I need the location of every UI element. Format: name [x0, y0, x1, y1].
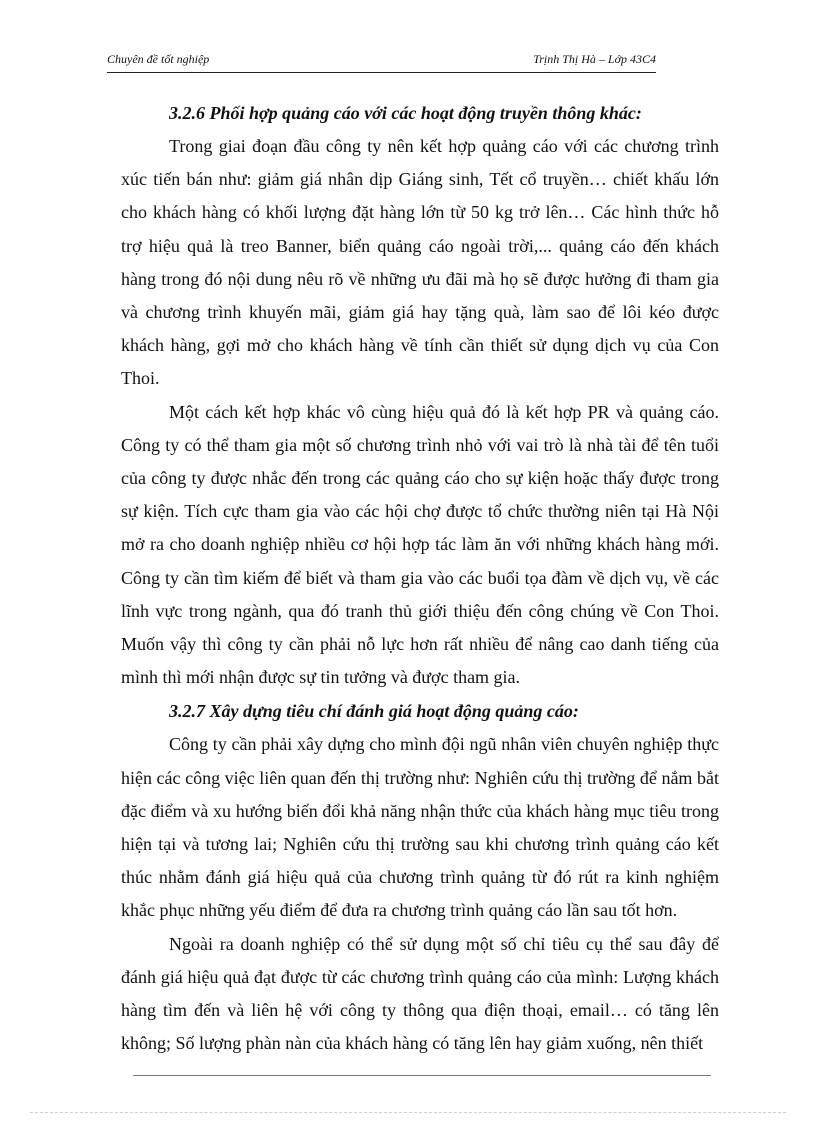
document-body [121, 96, 719, 1060]
header-author-class: Trịnh Thị Hà – Lớp 43C4 [533, 52, 656, 66]
section-heading-3-2-7: 3.2.7 Xây dựng tiêu chí đánh giá hoạt động quảng cáo: [169, 701, 579, 722]
paragraph: Ngoài ra doanh nghiệp có thể sử dụng một số chỉ tiêu cụ thể sau đây để đánh giá hiệu quả đạt được từ các chương trình quảng cáo của mình: Lượng khách hàng tìm đến và liên hệ với công ty thông qua điện thoại, email… có tăng lên không; Số lượng phàn nàn của khách hàng có tăng lên hay giảm xuống, nên thiết [121, 933, 719, 1054]
footer-divider [133, 1075, 711, 1076]
paragraph: Trong giai đoạn đầu công ty nên kết hợp quảng cáo với các chương trình xúc tiến bán như: giảm giá nhân dịp Giáng sinh, Tết cổ truyền… chiết khấu lớn cho khách hàng có khối lượng đặt hàng lớn từ 50 kg trở lên… Các hình thức hỗ trợ hiệu quả là treo Banner, biển quảng cáo ngoài trời,... quảng cáo đến khách hàng trong đó nội dung nêu rõ về những ưu đãi mà họ sẽ được hưởng đi tham gia và chương trình khuyến mãi, giảm giá hay tặng quà, làm sao để lôi kéo được khách hàng, gợi mở cho khách hàng về tính cần thiết sử dụng dịch vụ của Con Thoi. [121, 136, 719, 389]
header-divider [107, 72, 656, 73]
header-document-type: Chuyên đề tốt nghiệp [107, 52, 210, 66]
page-break-line [30, 1112, 786, 1113]
paragraph: Công ty cần phải xây dựng cho mình đội ngũ nhân viên chuyên nghiệp thực hiện các công việc liên quan đến thị trường như: Nghiên cứu thị trường để nắm bắt đặc điểm và xu hướng biến đổi khả năng nhận thức của khách hàng mục tiêu trong hiện tại và tương lai; Nghiên cứu thị trường sau khi chương trình quảng cáo kết thúc nhằm đánh giá hiệu quả của chương trình quảng từ đó rút ra kinh nghiệm khắc phục những yếu điểm để đưa ra chương trình quảng cáo lần sau tốt hơn. [121, 734, 719, 921]
page-header [107, 52, 656, 70]
section-heading-3-2-6: 3.2.6 Phối hợp quảng cáo với các hoạt động truyền thông khác: [169, 103, 642, 123]
paragraph: Một cách kết hợp khác vô cùng hiệu quả đó là kết hợp PR và quảng cáo. Công ty có thể tham gia một số chương trình nhỏ với vai trò là nhà tài để tên tuổi của công ty được nhắc đến trong các quảng cáo cho sự kiện hoặc thấy được trong sự kiện. Tích cực tham gia vào các hội chợ được tổ chức thường niên tại Hà Nội mở ra cho doanh nghiệp nhiều cơ hội hợp tác làm ăn với những khách hàng mới. Công ty cần tìm kiếm để biết và tham gia vào các buổi tọa đàm về dịch vụ, về các lĩnh vực trong ngành, qua đó tranh thủ giới thiệu đến công chúng về Con Thoi. Muốn vậy thì công ty cần phải nỗ lực hơn rất nhiều để nâng cao danh tiếng của mình thì mới nhận được sự tin tưởng và được tham gia. [121, 401, 719, 688]
